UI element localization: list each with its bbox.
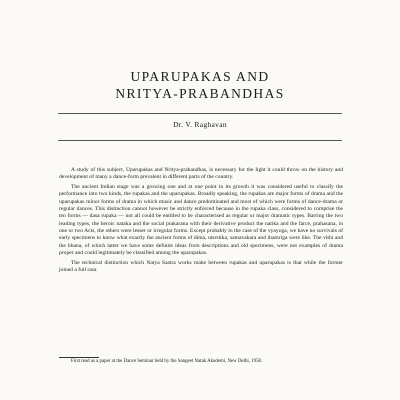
author-byline: Dr. V. Raghavan	[173, 120, 227, 129]
title-rule-top	[58, 113, 342, 114]
paragraph-2: The ancient Indian stage was a growing one and at one point in its growth it was considered useful to classify the performance into two kinds, the rupakas and the uparupakas. Broadly speaking, the rupakas are major forms of drama and the uparupakas minor forms of drama in which music and dance predominated and most of which were forms of dance-drama or regular dances. This distinction cannot however be strictly enforced because in the rupaka class, considered to comprise the ten forms — dasa rupaka — not all could be entitled to be characterised as regular or major dramatic types. Barring the two leading types, the heroic nataka and the social prakarana with their derivative product the natika and the farce, prahasana, in one or two Acts, the others were lesser or irregular forms. Except probably in the case of the vyayoga, we have no survivals of early specimens to know what exactly the ancient forms of dima, utsrstika, samavakara and ihamriga were like. The vithi and the bhana, of which latter we have some definite ideas from descriptions and old specimens, were not examples of drama proper and could legitimately be classified among the uparupakas.	[59, 183, 343, 256]
footnote-rule	[59, 357, 99, 358]
title-rule-bottom	[58, 140, 342, 141]
footnote: First read as a paper at the Dance Seminar held by the Sangeet Natak Akademi, New Delhi, 1958.	[71, 359, 263, 364]
paragraph-1: A study of this subject, Uparupakas and Nritya-prabandhas, is necessary for the light it could throw on the history and development of many a dance-form prevalent in different parts of the country.	[59, 167, 343, 181]
article-body	[59, 167, 343, 274]
article-title-line-1: UPARUPAKAS AND	[130, 69, 270, 84]
paragraph-3: The technical distinction which Natya Sastra works make between rupakas and uparupakas is that while the former joined a full rasa	[59, 259, 343, 273]
article-title-line-2: NRITYA-PRABANDHAS	[115, 86, 285, 101]
